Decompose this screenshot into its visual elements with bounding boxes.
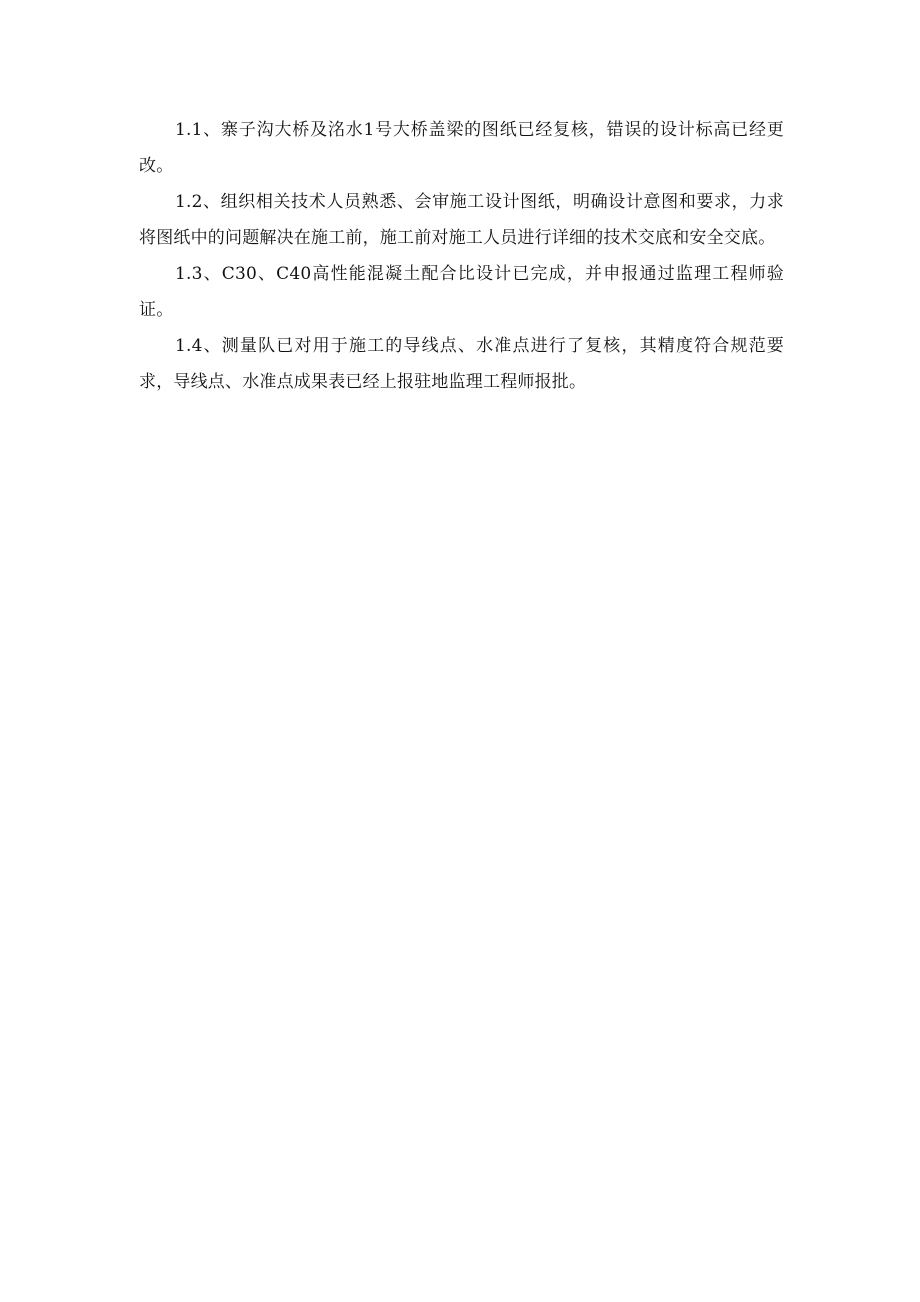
paragraph-1-1: 1.1、寨子沟大桥及洺水1号大桥盖梁的图纸已经复核，错误的设计标高已经更改。 [139, 120, 784, 176]
paragraph-1-2: 1.2、组织相关技术人员熟悉、会审施工设计图纸，明确设计意图和要求，力求将图纸中的问题解决在施工前，施工前对施工人员进行详细的技术交底和安全交底。 [139, 192, 784, 248]
paragraph-1-3: 1.3、C30、C40高性能混凝土配合比设计已完成，并申报通过监理工程师验证。 [139, 264, 784, 320]
document-body [139, 112, 784, 400]
paragraph-1-4: 1.4、测量队已对用于施工的导线点、水准点进行了复核，其精度符合规范要求，导线点、水准点成果表已经上报驻地监理工程师报批。 [139, 336, 784, 392]
